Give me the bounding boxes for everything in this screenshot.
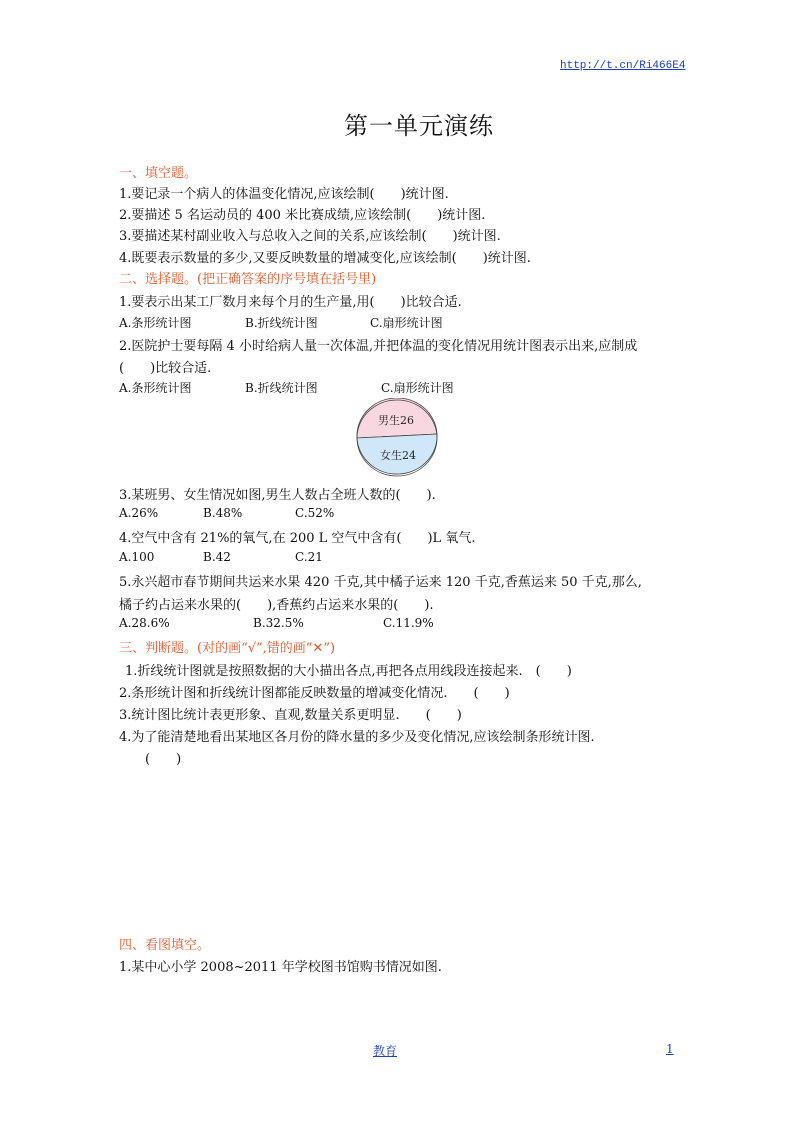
page-title: 第一单元演练 xyxy=(344,112,494,140)
choice-q4-option-c: C.21 xyxy=(295,550,323,564)
choice-question-5-line1: 5.永兴超市春节期间共运来水果 420 千克,其中橘子运来 120 千克,香蕉运来 50 千克,那么, xyxy=(119,575,642,590)
gender-pie-chart xyxy=(352,398,442,478)
fill-question-3: 3.要描述某村副业收入与总收入之间的关系,应该绘制( )统计图. xyxy=(119,229,501,244)
choice-q2-option-b: B.折线统计图 xyxy=(245,381,318,395)
fill-question-4: 4.既要表示数量的多少,又要反映数量的增减变化,应该绘制( )统计图. xyxy=(119,251,531,266)
choice-q1-option-b: B.折线统计图 xyxy=(245,316,318,330)
choice-q2-option-a: A.条形统计图 xyxy=(119,381,192,395)
choice-q3-option-b: B.48% xyxy=(203,506,243,520)
fill-question-2: 2.要描述 5 名运动员的 400 米比赛成绩,应该绘制( )统计图. xyxy=(119,208,486,223)
choice-q1-option-a: A.条形统计图 xyxy=(119,316,192,330)
judge-question-2: 2.条形统计图和折线统计图都能反映数量的增减变化情况. ( ) xyxy=(119,686,510,701)
footer-center-link[interactable]: 教育 xyxy=(373,1044,398,1058)
choice-q4-option-a: A.100 xyxy=(119,550,155,564)
pie-label-female: 女生24 xyxy=(380,449,416,462)
section4-heading: 四、看图填空。 xyxy=(119,938,211,953)
judge-question-4-answer: ( ) xyxy=(145,752,182,767)
header-url-link[interactable]: http://t.cn/Ri466E4 xyxy=(560,60,686,72)
choice-q4-option-b: B.42 xyxy=(203,550,231,564)
choice-q5-option-a: A.28.6% xyxy=(119,616,170,630)
judge-question-1: 1.折线统计图就是按照数据的大小描出各点,再把各点用线段连接起来. ( ) xyxy=(125,664,572,679)
choice-q5-option-b: B.32.5% xyxy=(253,616,304,630)
choice-q3-option-a: A.26% xyxy=(119,506,159,520)
choice-question-1: 1.要表示出某工厂数月来每个月的生产量,用( )比较合适. xyxy=(119,295,462,310)
judge-question-4: 4.为了能清楚地看出某地区各月份的降水量的多少及变化情况,应该绘制条形统计图. xyxy=(119,730,595,745)
fill-question-1: 1.要记录一个病人的体温变化情况,应该绘制( )统计图. xyxy=(119,187,449,202)
choice-q1-option-c: C.扇形统计图 xyxy=(370,316,443,330)
choice-question-2-line2: ( )比较合适. xyxy=(119,361,212,376)
pie-label-male: 男生26 xyxy=(378,414,414,427)
choice-q5-option-c: C.11.9% xyxy=(383,616,434,630)
choice-question-2-line1: 2.医院护士要每隔 4 小时给病人量一次体温,并把体温的变化情况用统计图表示出来,应制成 xyxy=(119,339,638,354)
footer-page-number: 1 xyxy=(666,1042,674,1056)
choice-question-3: 3.某班男、女生情况如图,男生人数占全班人数的( ). xyxy=(119,488,436,503)
choice-q3-option-c: C.52% xyxy=(295,506,335,520)
choice-question-5-line2: 橘子约占运来水果的( ),香蕉约占运来水果的( ). xyxy=(119,598,434,613)
choice-question-4: 4.空气中含有 21%的氧气,在 200 L 空气中含有( )L 氧气. xyxy=(119,531,476,546)
section2-heading: 二、选择题。(把正确答案的序号填在括号里) xyxy=(119,272,377,287)
judge-question-3: 3.统计图比统计表更形象、直观,数量关系更明显. ( ) xyxy=(119,708,462,723)
graph-question-1: 1.某中心小学 2008~2011 年学校图书馆购书情况如图. xyxy=(119,960,442,975)
section1-heading: 一、填空题。 xyxy=(119,166,198,181)
section3-heading: 三、判断题。(对的画“√”,错的画“✕”) xyxy=(119,641,336,656)
choice-q2-option-c: C.扇形统计图 xyxy=(381,381,454,395)
